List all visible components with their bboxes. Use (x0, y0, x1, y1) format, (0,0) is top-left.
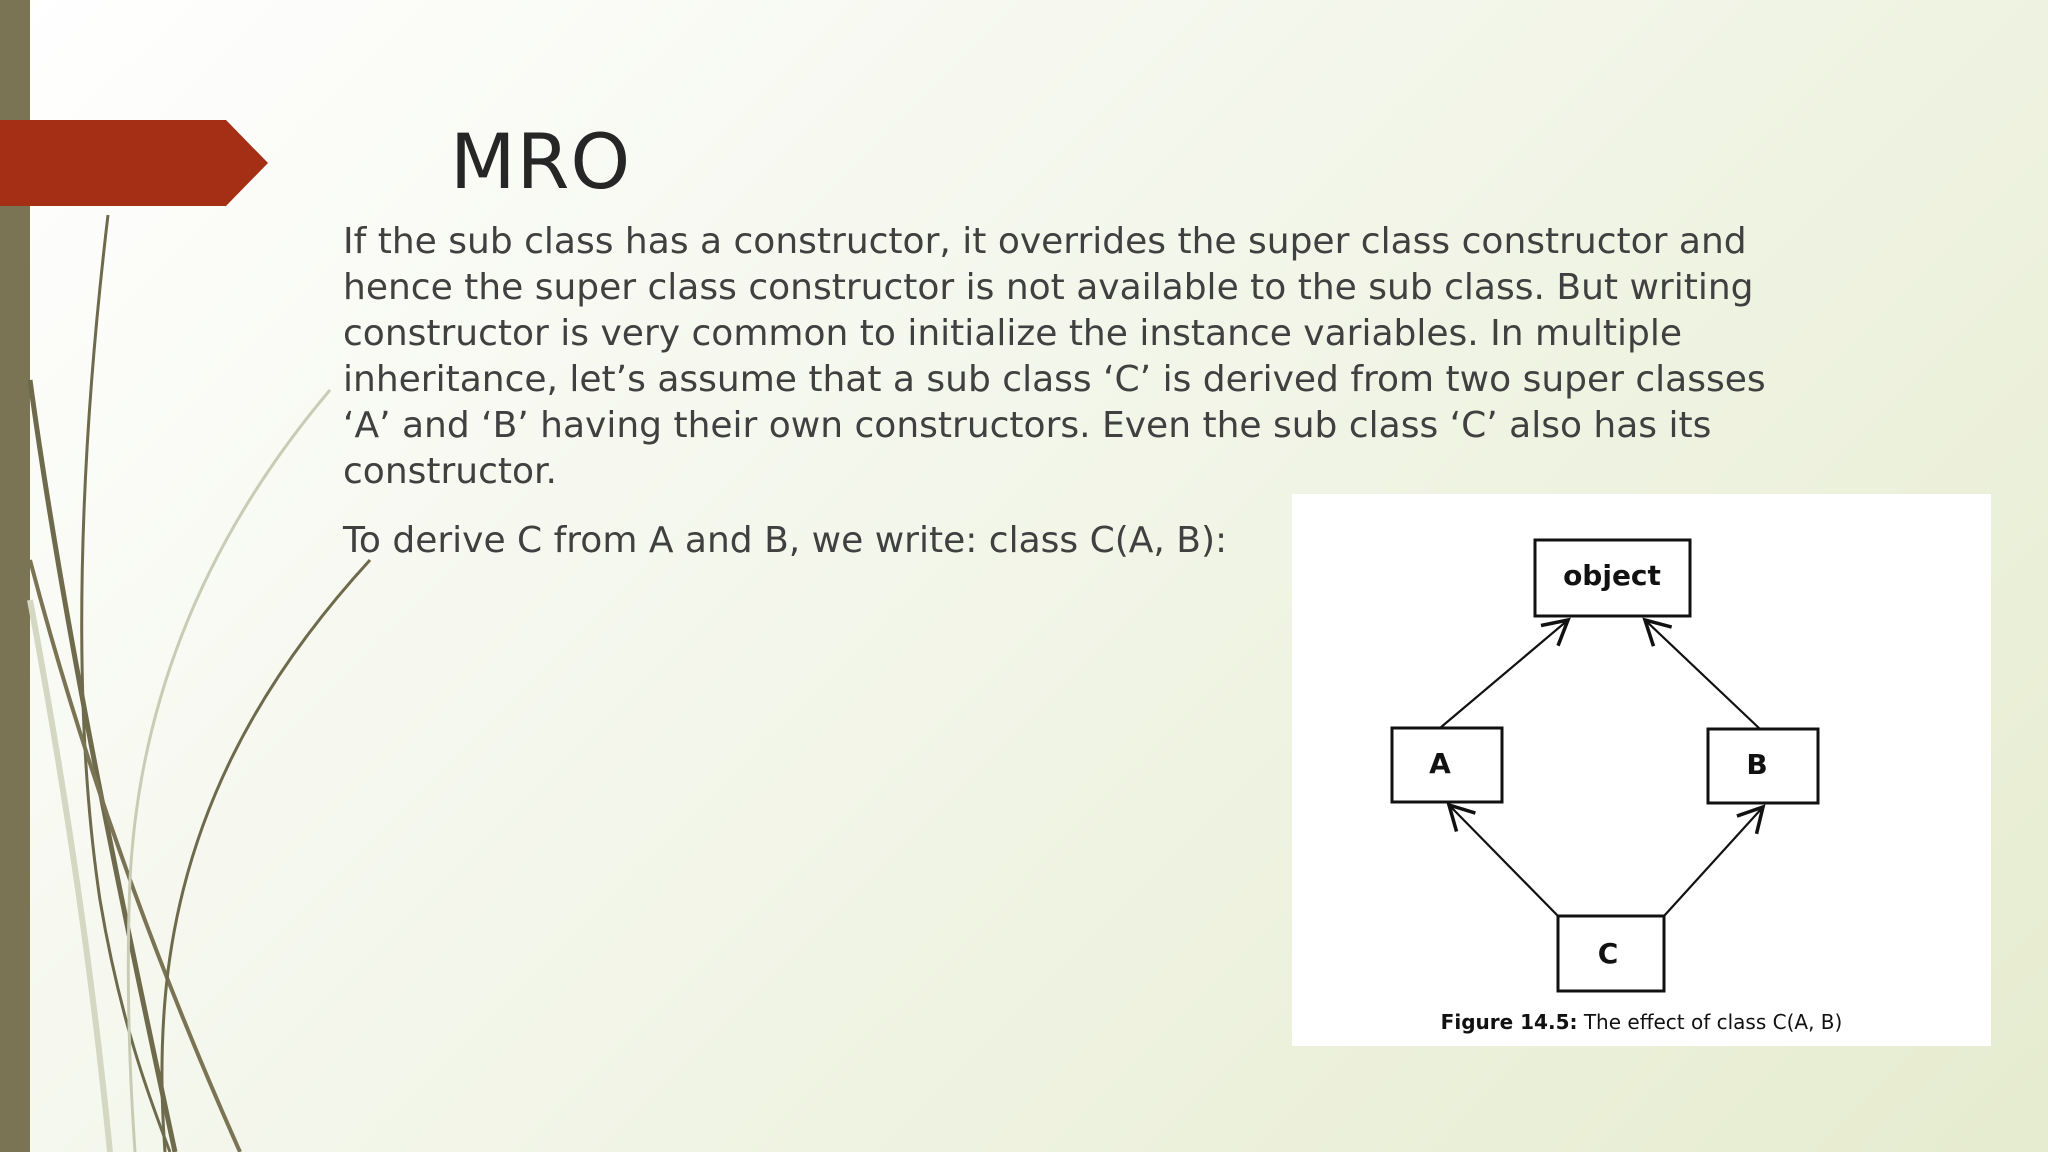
body-paragraph-syntax: To derive C from A and B, we write: class C(A, B): (343, 520, 1228, 561)
arrow-b-to-object (1645, 620, 1760, 729)
node-object-label: object (1563, 559, 1661, 592)
node-b-label: B (1746, 748, 1768, 781)
curve-4 (162, 560, 370, 1152)
curve-3 (30, 560, 240, 1152)
inheritance-diagram (1292, 494, 1991, 1004)
node-c-label: C (1597, 937, 1619, 970)
curve-5 (128, 390, 330, 1152)
node-a-label: A (1429, 747, 1451, 780)
figure-caption-text: The effect of class C(A, B) (1577, 1010, 1843, 1034)
arrow-c-to-a (1449, 805, 1558, 916)
figure-caption (1292, 1010, 1991, 1034)
slide-title: MRO (450, 117, 632, 206)
arrow-a-to-object (1440, 620, 1568, 728)
inheritance-figure (1292, 494, 1991, 1046)
body-paragraph: If the sub class has a constructor, it overrides the super class constructor and hence the super class constructor is not available to the sub class. But writing constructor is very common to initialize the instance variables. In multiple inheritance, let’s assume that a sub class ‘C’ is derived from two super classes ‘A’ and ‘B’ having their own constructors. Even the sub class ‘C’ also has its constructor. (343, 221, 1766, 492)
title-accent-tab (0, 120, 270, 206)
curve-2 (30, 380, 175, 1152)
figure-caption-label: Figure 14.5: (1440, 1010, 1578, 1034)
arrow-c-to-b (1664, 807, 1763, 916)
